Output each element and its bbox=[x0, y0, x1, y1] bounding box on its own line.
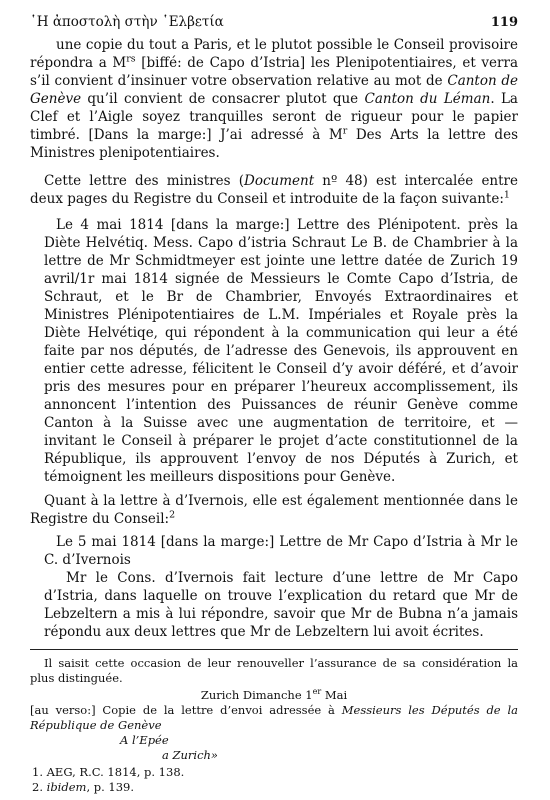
book-page bbox=[30, 14, 518, 795]
superscript: er bbox=[312, 687, 322, 697]
footnote-2 bbox=[30, 780, 518, 795]
text-run: Mai bbox=[321, 688, 348, 702]
italic-run: Canton de Genève bbox=[30, 73, 518, 107]
running-title: ῾Η ἀποστολὴ στὴν ῾Ελβετία bbox=[30, 14, 224, 30]
quoted-register-body: Mr le Cons. d’Ivernois fait lecture d’une lettre de Mr Capo d’Istria, dans laquelle on trouve l’explication du retard que Mr de Lebzeltern a mis à lui répondre, savoir que Mr de Bubna n’a jamais répondu aux deux lettres que Mr de Lebzeltern lui avoit écrites. bbox=[44, 570, 518, 640]
text-run: Quant à la lettre à d’Ivernois, elle est également mentionnée dans le Registre du Conseil: bbox=[30, 493, 518, 527]
address-line-1: A l’Epée bbox=[120, 733, 169, 747]
footnote-separator bbox=[30, 649, 518, 650]
text-run: Des Arts la lettre des Ministres plenipotentiaires. bbox=[30, 127, 518, 161]
superscript: r bbox=[342, 125, 348, 137]
italic-run: Canton du Léman bbox=[364, 91, 491, 107]
paragraph-continuation bbox=[30, 36, 518, 162]
text-run: [au verso:] Copie de la lettre d’envoi adressée à bbox=[30, 703, 342, 717]
text-run: Zurich Dimanche 1 bbox=[200, 688, 313, 702]
letter-closing: Il saisit cette occasion de leur renouveller l’assurance de sa considération la plus distinguée. bbox=[30, 656, 518, 685]
text-run: nº 48) est intercalée entre deux pages du Registre du Conseil et introduite de la façon suivante: bbox=[30, 173, 518, 207]
running-header bbox=[30, 14, 518, 36]
address-line-2: a Zurich» bbox=[162, 748, 218, 762]
text-run: [biffé: de Capo d’Istria] les Plenipotentiaires, et verra s’il convient d’insinuer votre observation relative au mot de bbox=[30, 55, 518, 89]
quoted-register-entry: Le 4 mai 1814 [dans la marge:] Lettre des Plénipotent. près la Diète Helvétiq. Mess. Capo d’istria Schraut Le B. de Chambrier à la lettre de Mr Schmidtmeyer est jointe une lettre datée de Zurich 19 avril/1r mai 1814 signée de Messieurs le Comte Capo d’Istria, de Schraut, et le Br de Chambrier, Envoyés Extraordinaires et Ministres Plénipotentiaires de L.M. Impériales et Royale près la Diète Helvétiqe, qui répondent à la communication qui leur a été faite par nos députés, de l’adresse des Genevois, ils approuvent en entier cette adresse, félicitent le Conseil d’y avoir déféré, et d’avoir pris des mesures pour en préparer l’heureux accomplissement, ils annoncent l’intention des Puissances de réunir Genève comme Canton à la Suisse avec une augmentation de territoire, et — invitant le Conseil à préparer le projet d’acte constitutionnel de la République, ils approuvent l’envoy de nos Députés à Zurich, et témoignent les meilleurs dispositions pour Genève. bbox=[44, 217, 518, 485]
text-run: , p. 139. bbox=[86, 780, 135, 794]
paragraph bbox=[30, 172, 518, 208]
page-number: 119 bbox=[490, 15, 518, 30]
superscript: rs bbox=[126, 53, 136, 65]
text-run: . La Clef et l’Aigle soyez tranquilles seront de rigueur pour le papier timbré. [Dans la marge:] J’ai adressé à M bbox=[30, 91, 518, 143]
footnote-1: 1. AEG, R.C. 1814, p. 138. bbox=[32, 765, 185, 779]
letter-date bbox=[30, 688, 518, 703]
italic-run: Messieurs les Députés de la République de Genève bbox=[30, 703, 518, 732]
text-run: 2. bbox=[32, 780, 47, 794]
footnote-area bbox=[30, 656, 518, 795]
footnote-ref: 1 bbox=[503, 189, 510, 201]
text-run: Cette lettre des ministres ( bbox=[44, 173, 244, 189]
main-text bbox=[30, 36, 518, 641]
text-run: une copie du tout a Paris, et le plutot possible le Conseil provisoire répondra a M bbox=[30, 37, 518, 71]
paragraph bbox=[30, 492, 518, 528]
italic-run: ibidem bbox=[46, 780, 87, 794]
text-run: qu’il convient de consacrer plutot que bbox=[81, 91, 365, 107]
verso-note bbox=[30, 703, 518, 733]
quoted-register-heading: Le 5 mai 1814 [dans la marge:] Lettre de Mr Capo d’Istria à Mr le C. d’Ivernois bbox=[44, 534, 518, 568]
footnote-ref: 2 bbox=[169, 509, 176, 521]
italic-run: Document bbox=[244, 173, 315, 189]
